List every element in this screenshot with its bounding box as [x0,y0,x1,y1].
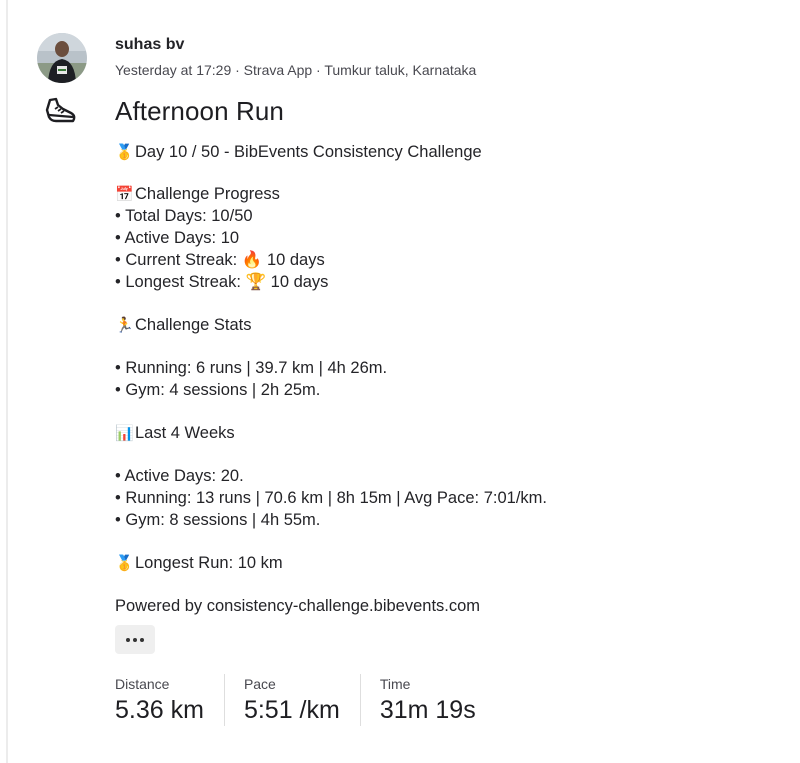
description-line [115,465,244,487]
description-line [115,249,325,271]
feed-divider [6,0,8,763]
athlete-name[interactable]: suhas bv [115,36,185,53]
medal-icon: 🥇 [115,554,134,572]
description-text: • Longest Streak: 🏆 10 days [115,273,329,291]
description-line [115,183,280,205]
description-line [115,205,253,227]
description-line [115,422,235,444]
description-text: Challenge Progress [135,185,280,203]
description-line[interactable] [115,595,480,617]
stat-distance [115,674,224,726]
description-text: • Running: 6 runs | 39.7 km | 4h 26m. [115,359,388,377]
description-text: • Active Days: 20. [115,467,244,485]
description-line [115,379,320,401]
running-shoe-icon [44,96,78,126]
stat-time [360,674,496,726]
description-text: • Gym: 4 sessions | 2h 25m. [115,381,321,399]
description-line [115,141,482,163]
description-text: • Active Days: 10 [115,229,240,247]
stat-pace [224,674,360,726]
description-text: Day 10 / 50 - BibEvents Consistency Challenge [135,143,482,161]
more-horizontal-icon-dot [133,638,137,642]
description-line [115,357,387,379]
calendar-icon: 📅 [115,185,134,203]
description-text: • Total Days: 10/50 [115,207,253,225]
stat-value: 31m 19s [379,696,476,724]
description-text: Challenge Stats [135,316,252,334]
medal-icon: 🥇 [115,143,134,161]
stat-label: Time [379,676,411,692]
activity-stats [115,674,496,726]
description-line [115,314,252,336]
more-horizontal-icon [126,638,130,642]
bar-chart-icon: 📊 [115,424,134,442]
description-text: Last 4 Weeks [135,424,235,442]
stat-value: 5:51 /km [243,696,340,724]
avatar-photo [37,33,87,83]
description-line [115,552,283,574]
stat-value: 5.36 km [115,696,204,724]
description-line [115,509,320,531]
description-text: • Current Streak: 🔥 10 days [115,251,325,269]
more-options-button[interactable] [115,625,155,654]
description-text: • Running: 13 runs | 70.6 km | 8h 15m | Avg Pace: 7:01/km. [115,489,547,507]
stat-label: Pace [243,676,276,692]
more-horizontal-icon-dot [140,638,144,642]
description-text: Longest Run: 10 km [135,554,283,572]
stat-label: Distance [115,676,170,692]
runner-icon: 🏃 [115,316,134,334]
avatar[interactable] [37,33,87,83]
activity-meta: Yesterday at 17:29 · Strava App · Tumkur taluk, Karnataka [115,62,477,78]
description-text: Powered by consistency-challenge.bibevents.com [115,597,481,615]
description-line [115,487,547,509]
description-text: • Gym: 8 sessions | 4h 55m. [115,511,321,529]
description-line [115,271,328,293]
description-line [115,227,239,249]
activity-title[interactable]: Afternoon Run [115,96,284,126]
